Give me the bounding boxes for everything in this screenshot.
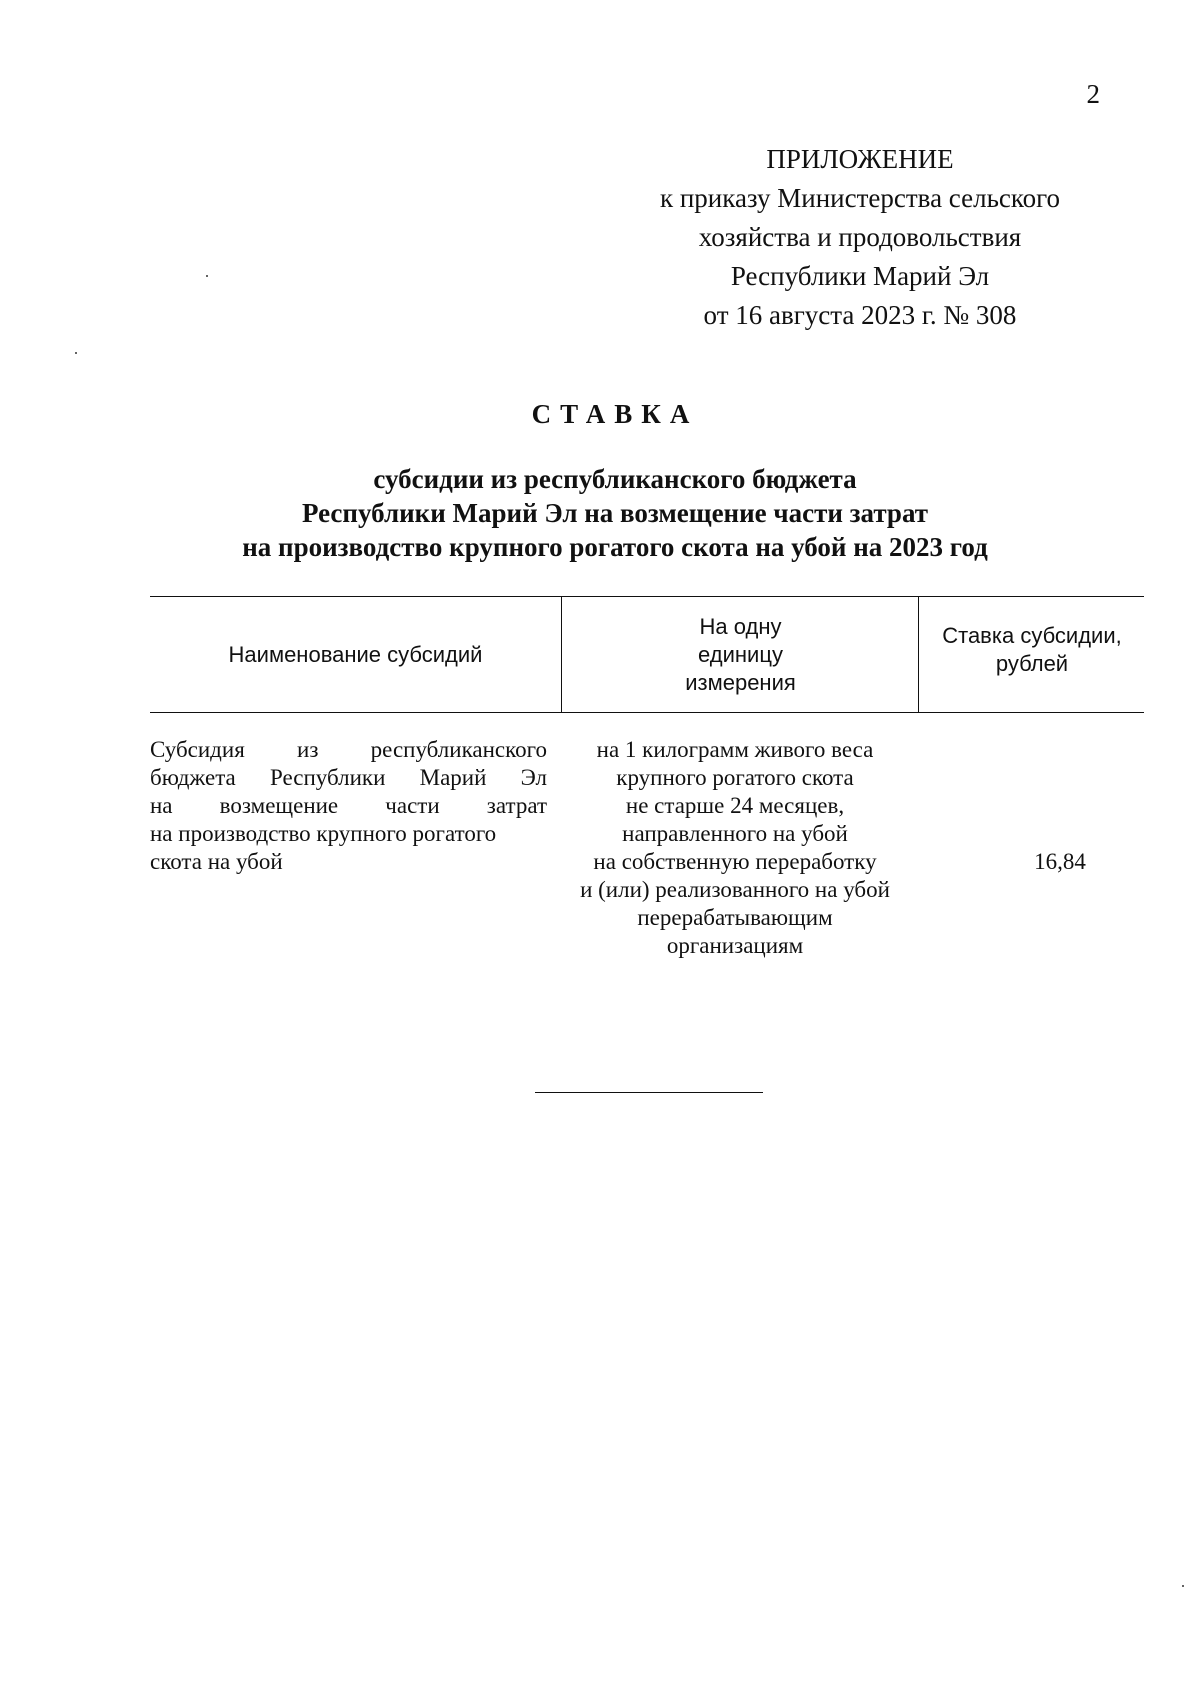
header-text: измерения	[685, 669, 796, 695]
appendix-block	[620, 140, 1100, 335]
header-name	[150, 598, 561, 711]
subtitle-line: на производство крупного рогатого скота на убой на 2023 год	[242, 532, 988, 562]
unit-cell	[560, 736, 910, 960]
appendix-line: к приказу Министерства сельского	[659, 183, 1061, 213]
scan-speck	[206, 275, 208, 277]
scan-speck	[75, 352, 77, 354]
column-divider	[918, 596, 919, 713]
header-text: Наименование субсидий	[228, 641, 483, 667]
document-subtitle	[150, 462, 1080, 564]
name-line	[150, 736, 547, 764]
table-header-rule	[150, 712, 1144, 713]
appendix-line: от 16 августа 2023 г. № 308	[703, 300, 1017, 330]
appendix-line: Республики Марий Эл	[730, 261, 990, 291]
header-text: На одну	[699, 613, 782, 639]
subtitle-line: Республики Марий Эл на возмещение части затрат	[301, 498, 929, 528]
word: Субсидия	[150, 737, 245, 762]
unit-line: организациям	[666, 933, 804, 958]
appendix-line: хозяйства и продовольствия	[698, 222, 1022, 252]
unit-line: на собственную переработку	[593, 849, 877, 874]
unit-line: и (или) реализованного на убой	[580, 877, 890, 902]
header-unit	[563, 598, 918, 711]
subsidy-name-cell	[150, 736, 547, 876]
unit-line: не старше 24 месяцев,	[625, 793, 845, 818]
word: Марий	[419, 765, 487, 790]
name-line	[150, 792, 547, 820]
word: затрат	[486, 793, 547, 818]
appendix-line: ПРИЛОЖЕНИЕ	[766, 144, 954, 174]
unit-line: перерабатывающим	[637, 905, 833, 930]
word: республиканского	[370, 737, 547, 762]
rate-value: 16,84	[1034, 849, 1086, 874]
unit-line: на 1 килограмм живого веса	[596, 737, 874, 762]
end-rule	[535, 1092, 763, 1093]
header-text: рублей	[995, 650, 1069, 676]
word: Эл	[520, 765, 547, 790]
word: части	[385, 793, 440, 818]
unit-line: крупного рогатого скота	[616, 765, 854, 790]
page-number: 2	[1086, 79, 1100, 109]
name-line: на производство крупного рогатого	[150, 821, 497, 846]
header-rate	[920, 598, 1144, 711]
name-line: скота на убой	[150, 849, 283, 874]
subtitle-line: субсидии из республиканского бюджета	[373, 464, 857, 494]
scan-speck	[1182, 1585, 1184, 1587]
header-text: единицу	[698, 641, 783, 667]
column-divider	[561, 596, 562, 713]
word: бюджета	[150, 765, 236, 790]
name-line	[150, 764, 547, 792]
table-top-rule	[150, 596, 1144, 597]
word: из	[297, 737, 319, 762]
word: на	[150, 793, 173, 818]
word: Республики	[270, 765, 386, 790]
header-text: Ставка субсидии,	[942, 622, 1122, 648]
word: возмещение	[219, 793, 339, 818]
unit-line: направленного на убой	[622, 821, 848, 846]
document-title: СТАВКА	[531, 399, 699, 429]
